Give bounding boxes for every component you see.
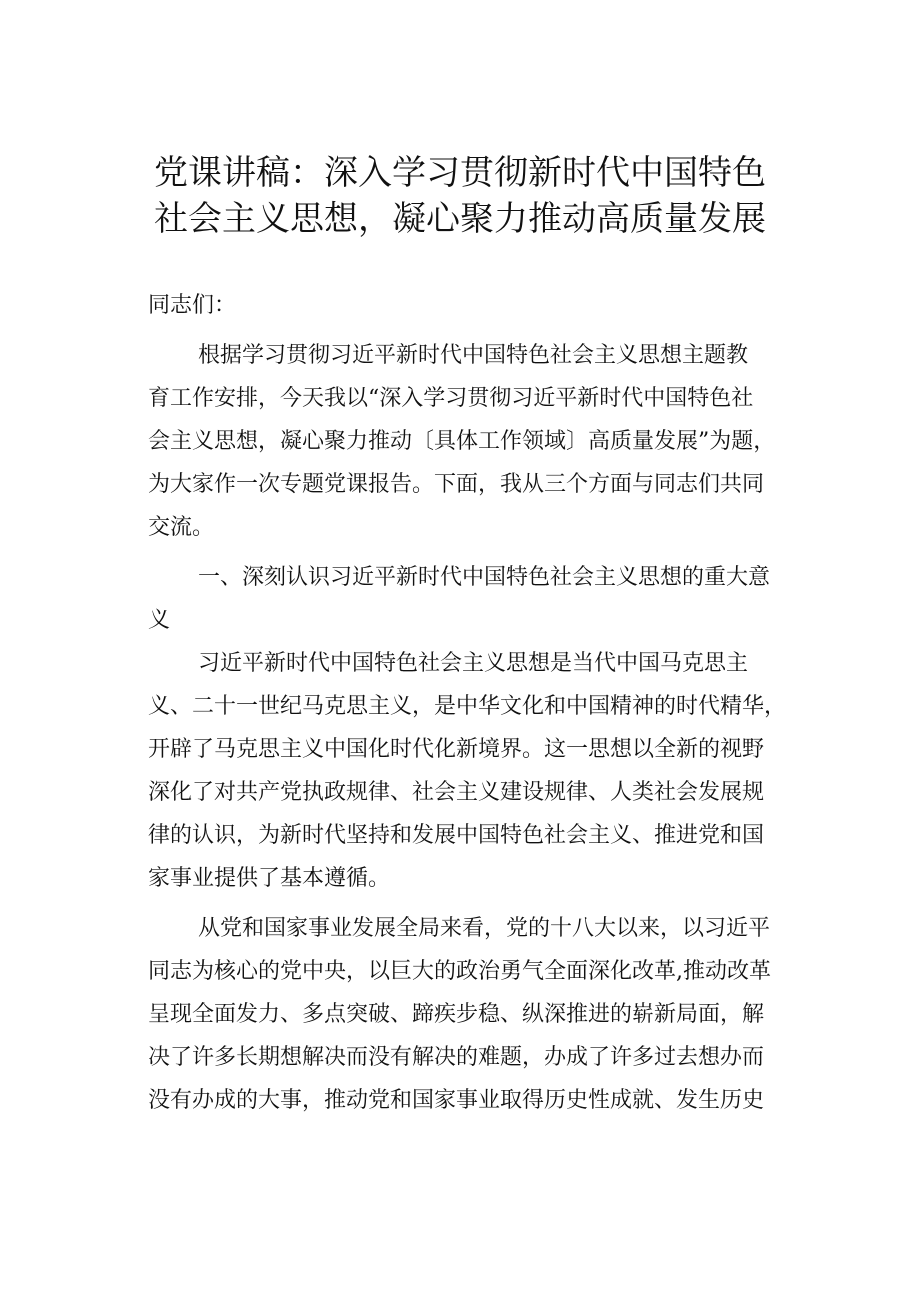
intro-line: 根据学习贯彻习近平新时代中国特色社会主义思想主题教 [198, 343, 749, 368]
paragraph-gap [148, 327, 808, 334]
title-line: 社会主义思想，凝心聚力推动高质量发展 [154, 199, 766, 239]
paragraph-line: 没有办成的大事，推动党和国家事业取得历史性成就、发生历史 [148, 1088, 765, 1113]
intro-line: 育工作安排，今天我以“深入学习贯彻习近平新时代中国特色社 [148, 386, 754, 411]
paragraph-line: 呈现全面发力、多点突破、蹄疾步稳、纵深推进的崭新局面，解 [148, 1002, 765, 1027]
section-heading-line: 一、深刻认识习近平新时代中国特色社会主义思想的重大意 [198, 565, 771, 590]
intro-line: 会主义思想，凝心聚力推动〔具体工作领域〕高质量发展”为题， [148, 429, 776, 454]
document-body [148, 284, 808, 1122]
paragraph-gap [148, 900, 808, 907]
paragraph-gap [148, 549, 808, 556]
intro-line: 交流。 [148, 515, 215, 540]
paragraph-line: 家事业提供了基本遵循。 [148, 866, 391, 891]
paragraph-line: 深化了对共产党执政规律、社会主义建设规律、人类社会发展规 [148, 780, 765, 805]
paragraph-line: 同志为核心的党中央，以巨大的政治勇气全面深化改革,推动改革 [148, 959, 771, 984]
paragraph-line: 义、二十一世纪马克思主义，是中华文化和中国精神的时代精华， [148, 694, 787, 719]
paragraph-line: 从党和国家事业发展全局来看，党的十八大以来，以习近平 [198, 916, 771, 941]
paragraph-line: 律的认识，为新时代坚持和发展中国特色社会主义、推进党和国 [148, 823, 765, 848]
title-line: 党课讲稿：深入学习贯彻新时代中国特色 [154, 153, 766, 193]
paragraph-line: 习近平新时代中国特色社会主义思想是当代中国马克思主 [198, 651, 749, 676]
section-heading-line: 义 [148, 608, 171, 633]
document-title [120, 150, 800, 242]
salutation: 同志们： [148, 293, 237, 318]
paragraph-line: 开辟了马克思主义中国化时代化新境界。这一思想以全新的视野 [148, 737, 765, 762]
intro-line: 为大家作一次专题党课报告。下面，我从三个方面与同志们共同 [148, 472, 765, 497]
paragraph-line: 决了许多长期想解决而没有解决的难题，办成了许多过去想办而 [148, 1045, 765, 1070]
